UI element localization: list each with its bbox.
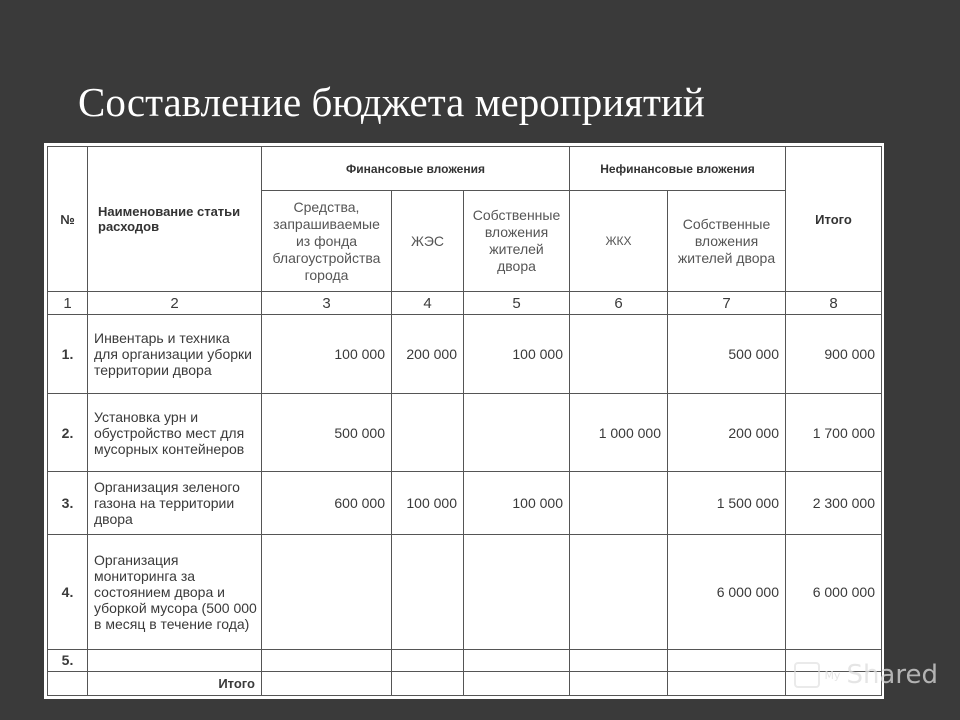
- col-number: 4: [392, 292, 464, 315]
- row-name: Инвентарь и техника для организации уборки территории двора: [88, 315, 262, 394]
- row-number: 3.: [48, 472, 88, 534]
- row-name: [88, 649, 262, 671]
- header-sub-fund: Средства, запрашиваемые из фонда благоустройства города: [262, 191, 392, 292]
- col-number: 6: [570, 292, 668, 315]
- cell-residents-fin: [464, 534, 570, 649]
- row-name: Установка урн и обустройство мест для мусорных контейнеров: [88, 393, 262, 472]
- header-sub-zhkh: ЖКХ: [570, 191, 668, 292]
- header-name: Наименование статьи расходов: [88, 147, 262, 292]
- cell-total: 6 000 000: [786, 534, 882, 649]
- total-row-label: Итого: [88, 671, 262, 695]
- total-cell: [464, 671, 570, 695]
- cell-residents-fin: 100 000: [464, 472, 570, 534]
- cell-residents-fin: 100 000: [464, 315, 570, 394]
- header-nonfinancial: Нефинансовые вложения: [570, 147, 786, 191]
- cell-residents-nonfin: 200 000: [668, 393, 786, 472]
- slide-title: Составление бюджета мероприятий: [78, 79, 705, 125]
- cell-fund: 500 000: [262, 393, 392, 472]
- header-sub-zhes: ЖЭС: [392, 191, 464, 292]
- header-sub-residents-fin: Собственные вложения жителей двора: [464, 191, 570, 292]
- cell-total: 1 700 000: [786, 393, 882, 472]
- cell-zhes: [392, 649, 464, 671]
- cell-total: 2 300 000: [786, 472, 882, 534]
- column-number-row: [48, 292, 882, 315]
- total-cell: [392, 671, 464, 695]
- total-row-num: [48, 671, 88, 695]
- cell-zhkh: [570, 649, 668, 671]
- row-number: 1.: [48, 315, 88, 394]
- row-number: 5.: [48, 649, 88, 671]
- watermark-logo-icon: [794, 662, 820, 688]
- cell-total: 900 000: [786, 315, 882, 394]
- cell-fund: [262, 534, 392, 649]
- col-number: 2: [88, 292, 262, 315]
- watermark-text: Shared: [846, 660, 938, 690]
- col-number: 7: [668, 292, 786, 315]
- col-number: 3: [262, 292, 392, 315]
- cell-zhes: [392, 534, 464, 649]
- table-row: [48, 649, 882, 671]
- cell-fund: 600 000: [262, 472, 392, 534]
- col-number: 8: [786, 292, 882, 315]
- cell-residents-nonfin: 1 500 000: [668, 472, 786, 534]
- cell-zhkh: [570, 315, 668, 394]
- cell-residents-nonfin: 6 000 000: [668, 534, 786, 649]
- row-number: 2.: [48, 393, 88, 472]
- budget-table: [47, 146, 882, 696]
- myshared-watermark: [794, 660, 938, 690]
- table-row: [48, 472, 882, 534]
- cell-zhes: 100 000: [392, 472, 464, 534]
- total-cell: [262, 671, 392, 695]
- header-row-1: [48, 147, 882, 191]
- cell-zhkh: [570, 472, 668, 534]
- table-row: [48, 534, 882, 649]
- header-num: №: [48, 147, 88, 292]
- watermark-small-text: Мy: [824, 668, 841, 682]
- row-name: Организация зеленого газона на территории двора: [88, 472, 262, 534]
- col-number: 5: [464, 292, 570, 315]
- row-number: 4.: [48, 534, 88, 649]
- budget-table-container: [44, 143, 884, 699]
- cell-fund: 100 000: [262, 315, 392, 394]
- cell-zhes: [392, 393, 464, 472]
- header-financial: Финансовые вложения: [262, 147, 570, 191]
- cell-zhkh: 1 000 000: [570, 393, 668, 472]
- table-row: [48, 315, 882, 394]
- total-cell: [570, 671, 668, 695]
- cell-residents-nonfin: [668, 649, 786, 671]
- header-total: Итого: [786, 147, 882, 292]
- cell-residents-fin: [464, 393, 570, 472]
- cell-zhes: 200 000: [392, 315, 464, 394]
- col-number: 1: [48, 292, 88, 315]
- total-row: [48, 671, 882, 695]
- cell-fund: [262, 649, 392, 671]
- cell-residents-nonfin: 500 000: [668, 315, 786, 394]
- row-name: Организация мониторинга за состоянием двора и уборкой мусора (500 000 в месяц в течение года): [88, 534, 262, 649]
- cell-zhkh: [570, 534, 668, 649]
- table-row: [48, 393, 882, 472]
- total-cell: [668, 671, 786, 695]
- header-sub-residents-nonfin: Собственные вложения жителей двора: [668, 191, 786, 292]
- cell-residents-fin: [464, 649, 570, 671]
